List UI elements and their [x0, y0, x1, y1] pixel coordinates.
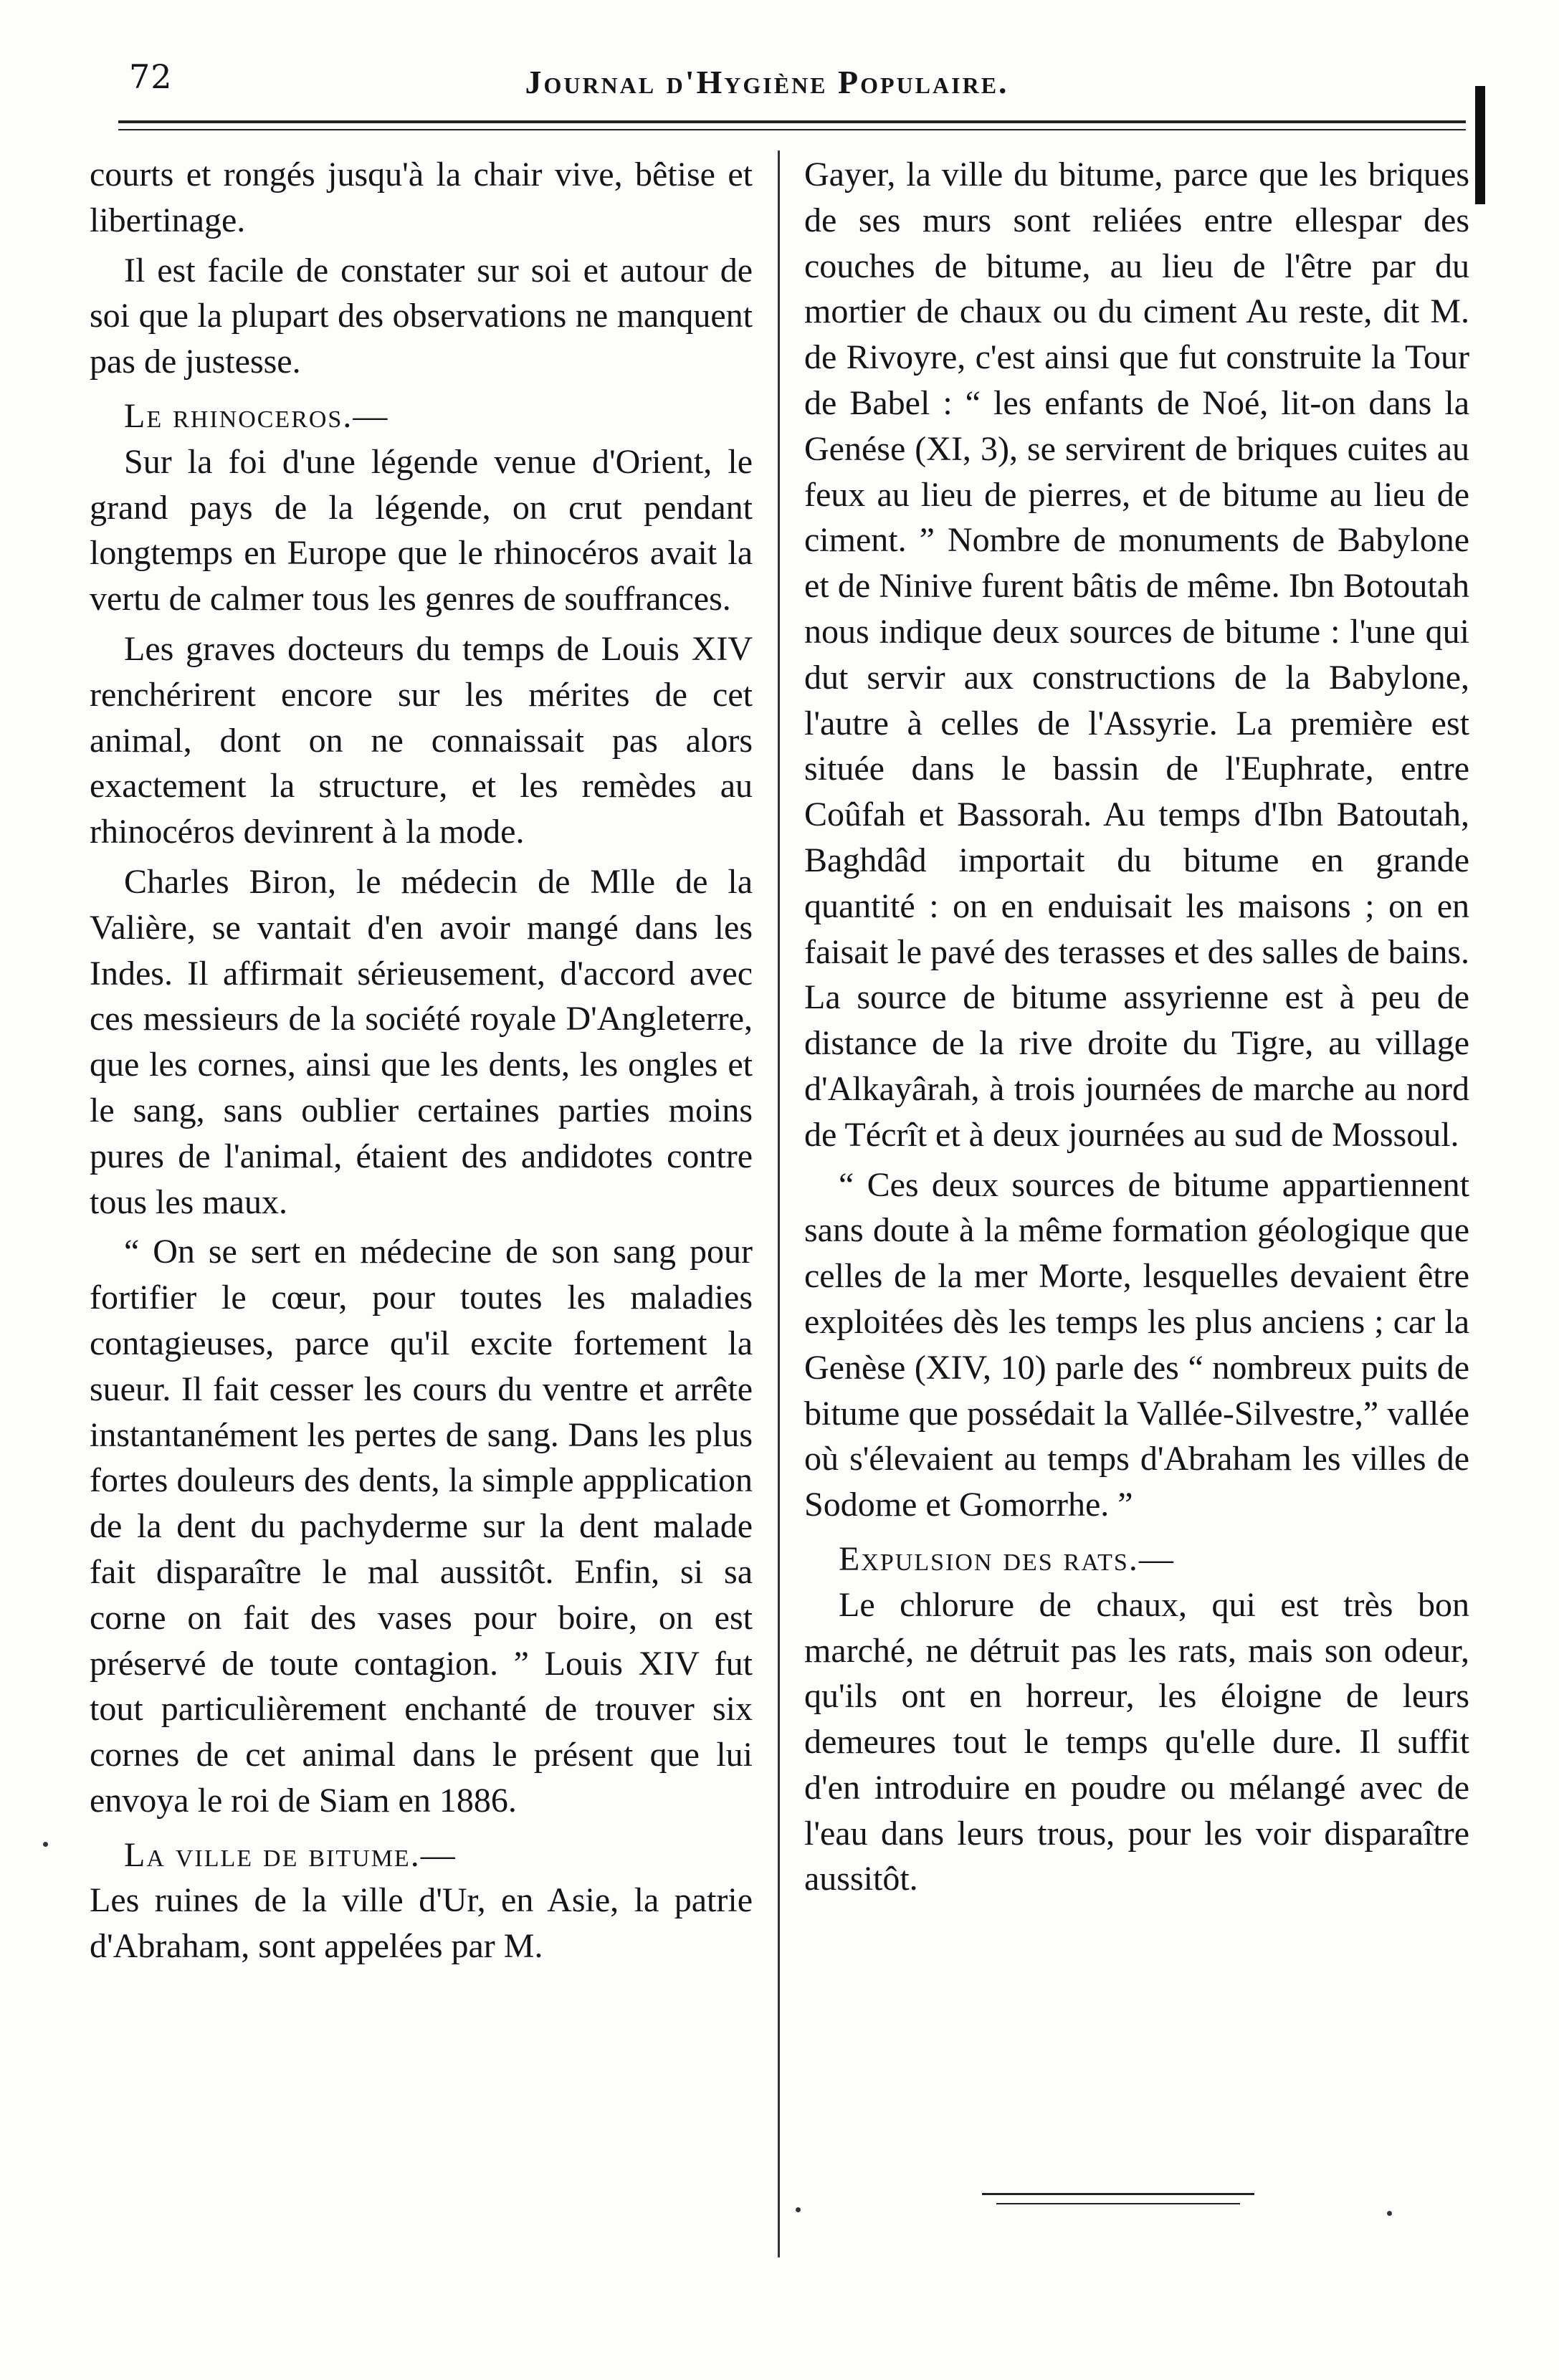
section-heading-ville-de-bitume: La ville de bitume.—: [124, 1835, 457, 1874]
paragraph: Il est facile de constater sur soi et autour de soi que la plupart des observations ne manquent pas de justesse.: [90, 251, 753, 381]
paragraph-continued: courts et rongés jusqu'à la chair vive, bêtise et libertinage.: [90, 156, 753, 239]
print-speck: [43, 1842, 48, 1847]
page-header: [72, 50, 1462, 107]
header-rule-thin: [118, 129, 1466, 130]
running-title: Journal d'Hygiène Populaire.: [525, 64, 1009, 100]
binding-edge-mark: [1475, 86, 1485, 204]
page-number: 72: [129, 57, 173, 96]
section-heading-expulsion-des-rats: Expulsion des rats.—: [839, 1539, 1175, 1578]
end-ornament-rule: [982, 2193, 1254, 2195]
print-speck: [796, 2207, 801, 2212]
paragraph: Les graves docteurs du temps de Louis XIV renchérirent encore sur les mérites de cet animal, dont on ne connaissait pas alors exactement la structure, et les remèdes au rhinocéros devinrent à la mode.: [90, 629, 753, 851]
paragraph-quote: “ Ces deux sources de bitume appartiennent sans doute à la même formation géologique que celles de la mer Morte, lesquelles devaient être exploitées dès les temps les plus anciens ; car la Genèse (XIV, 10) parle des “ nombreux puits de bitume que possédait la Vallée-Silvestre,” vallée où s'élevaient au temps d'Abraham les villes de Sodome et Gomorrhe. ”: [804, 1165, 1469, 1524]
paragraph: Le chlorure de chaux, qui est très bon marché, ne détruit pas les rats, mais son odeur, qu'ils ont en horreur, les éloigne de leurs demeures tout le temps qu'elle dure. Il suffit d'en introduire en poudre ou mélangé avec de l'eau dans leurs trous, pour les voir disparaître aussitôt.: [804, 1585, 1469, 1898]
column-divider: [778, 150, 780, 2257]
section-heading-rhinoceros: Le rhinoceros.—: [124, 396, 389, 435]
paragraph-quote: “ On se sert en médecine de son sang pour fortifier le cœur, pour toutes les maladies contagieuses, parce qu'il excite fortement la sueur. Il fait cesser les cours du ventre et arrête instantanément les pertes de sang. Dans les plus fortes douleurs des dents, la simple appplication de la dent du pachyderme sur la dent malade fait disparaître le mal aussitôt. Enfin, si sa corne on fait des vases pour boire, on est préservé de toute contagion. ” Louis XIV fut tout particulièrement enchanté de trouver six cornes de cet animal dans le présent que lui envoya le roi de Siam en 1886.: [90, 1233, 753, 1820]
end-ornament-rule-thin: [996, 2203, 1240, 2204]
print-speck: [1387, 2211, 1392, 2216]
paragraph: Sur la foi d'une légende venue d'Orient, le grand pays de la légende, on crut pendant longtemps en Europe que le rhinocéros avait la vertu de calmer tous les genres de souffrances.: [90, 442, 753, 618]
header-rule-thick: [118, 120, 1466, 123]
right-column: [804, 152, 1469, 1902]
paragraph: Les ruines de la ville d'Ur, en Asie, la patrie d'Abraham, sont appelées par M.: [90, 1881, 753, 1966]
paragraph-continued: Gayer, la ville du bitume, parce que les briques de ses murs sont reliées entre ellespar des couches de bitume, au lieu de l'être par du mortier de chaux ou du ciment Au reste, dit M. de Rivoyre, c'est ainsi que fut construite la Tour de Babel : “ les enfants de Noé, lit-on dans la Genése (XI, 3), se servirent de briques cuites au feux au lieu de pierres, et de bitume au lieu de ciment. ” Nombre de monuments de Babylone et de Ninive furent bâtis de même. Ibn Botoutah nous indique deux sources de bitume : l'une qui dut servir aux constructions de la Babylone, l'autre à celles de l'Assyrie. La première est située dans le bassin de l'Euphrate, entre Coûfah et Bassorah. Au temps d'Ibn Batoutah, Baghdâd importait du bitume en grande quantité : on en enduisait les maisons ; on en faisait le pavé des terasses et des salles de bains. La source de bitume assyrienne est à peu de distance de la rive droite du Tigre, au village d'Alkayârah, à trois journées de marche au nord de Técrît et à deux journées au sud de Mossoul.: [804, 156, 1469, 1154]
left-column: [90, 152, 753, 1969]
paragraph: Charles Biron, le médecin de Mlle de la Valière, se vantait d'en avoir mangé dans les Indes. Il affirmait sérieusement, d'accord avec ces messieurs de la société royale D'Angleterre, que les cornes, ainsi que les dents, les ongles et le sang, sans oublier certaines parties moins pures de l'animal, étaient des andidotes contre tous les maux.: [90, 862, 753, 1221]
